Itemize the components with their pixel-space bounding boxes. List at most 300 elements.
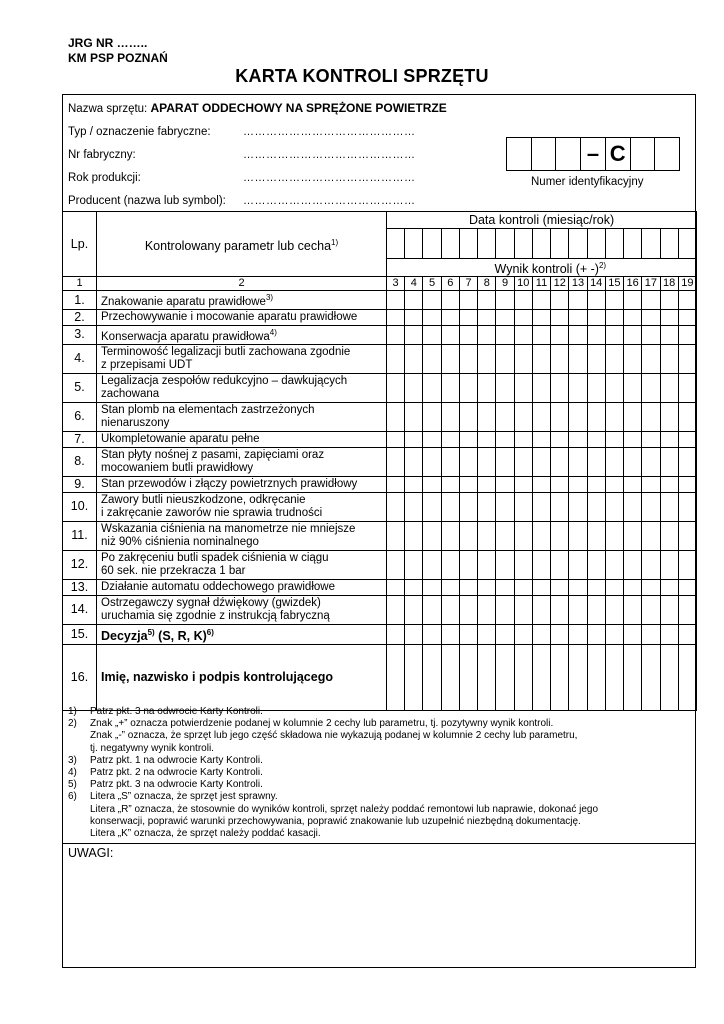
result-cell[interactable] bbox=[532, 550, 550, 579]
result-cell[interactable] bbox=[678, 325, 696, 344]
decision-cell[interactable] bbox=[459, 624, 477, 644]
result-cell[interactable] bbox=[678, 595, 696, 624]
result-cell[interactable] bbox=[496, 291, 514, 310]
result-cell[interactable] bbox=[587, 373, 605, 402]
result-cell[interactable] bbox=[605, 373, 623, 402]
result-cell[interactable] bbox=[387, 492, 405, 521]
result-cell[interactable] bbox=[478, 344, 496, 373]
result-cell[interactable] bbox=[660, 291, 678, 310]
result-cell[interactable] bbox=[642, 521, 660, 550]
result-cell[interactable] bbox=[387, 325, 405, 344]
result-cell[interactable] bbox=[678, 476, 696, 492]
result-cell[interactable] bbox=[551, 521, 569, 550]
result-cell[interactable] bbox=[660, 579, 678, 595]
result-cell[interactable] bbox=[478, 550, 496, 579]
decision-cell[interactable] bbox=[624, 624, 642, 644]
signature-cell[interactable] bbox=[478, 644, 496, 710]
result-cell[interactable] bbox=[624, 595, 642, 624]
signature-cell[interactable] bbox=[405, 644, 423, 710]
result-cell[interactable] bbox=[423, 373, 441, 402]
result-cell[interactable] bbox=[441, 447, 459, 476]
result-cell[interactable] bbox=[660, 550, 678, 579]
result-cell[interactable] bbox=[496, 402, 514, 431]
result-cell[interactable] bbox=[496, 492, 514, 521]
result-cell[interactable] bbox=[642, 344, 660, 373]
result-cell[interactable] bbox=[551, 325, 569, 344]
result-cell[interactable] bbox=[587, 476, 605, 492]
result-cell[interactable] bbox=[678, 447, 696, 476]
result-cell[interactable] bbox=[405, 344, 423, 373]
date-cell[interactable] bbox=[532, 229, 550, 259]
result-cell[interactable] bbox=[459, 309, 477, 325]
date-cell[interactable] bbox=[642, 229, 660, 259]
result-cell[interactable] bbox=[551, 595, 569, 624]
result-cell[interactable] bbox=[569, 402, 587, 431]
result-cell[interactable] bbox=[496, 579, 514, 595]
result-cell[interactable] bbox=[514, 447, 532, 476]
result-cell[interactable] bbox=[496, 595, 514, 624]
decision-cell[interactable] bbox=[605, 624, 623, 644]
result-cell[interactable] bbox=[660, 344, 678, 373]
result-cell[interactable] bbox=[459, 402, 477, 431]
result-cell[interactable] bbox=[624, 550, 642, 579]
result-cell[interactable] bbox=[387, 595, 405, 624]
result-cell[interactable] bbox=[514, 521, 532, 550]
result-cell[interactable] bbox=[423, 447, 441, 476]
result-cell[interactable] bbox=[478, 521, 496, 550]
id-digit-cell[interactable] bbox=[655, 138, 679, 170]
result-cell[interactable] bbox=[642, 325, 660, 344]
result-cell[interactable] bbox=[441, 309, 459, 325]
result-cell[interactable] bbox=[441, 431, 459, 447]
result-cell[interactable] bbox=[532, 325, 550, 344]
result-cell[interactable] bbox=[387, 447, 405, 476]
result-cell[interactable] bbox=[514, 344, 532, 373]
result-cell[interactable] bbox=[459, 447, 477, 476]
decision-cell[interactable] bbox=[496, 624, 514, 644]
result-cell[interactable] bbox=[478, 492, 496, 521]
result-cell[interactable] bbox=[459, 595, 477, 624]
result-cell[interactable] bbox=[624, 373, 642, 402]
result-cell[interactable] bbox=[405, 595, 423, 624]
result-cell[interactable] bbox=[405, 309, 423, 325]
result-cell[interactable] bbox=[660, 521, 678, 550]
result-cell[interactable] bbox=[587, 402, 605, 431]
result-cell[interactable] bbox=[532, 373, 550, 402]
result-cell[interactable] bbox=[678, 521, 696, 550]
result-cell[interactable] bbox=[459, 373, 477, 402]
result-cell[interactable] bbox=[405, 447, 423, 476]
result-cell[interactable] bbox=[569, 431, 587, 447]
result-cell[interactable] bbox=[660, 492, 678, 521]
result-cell[interactable] bbox=[642, 476, 660, 492]
result-cell[interactable] bbox=[605, 344, 623, 373]
result-cell[interactable] bbox=[624, 344, 642, 373]
id-digit-cell[interactable]: C bbox=[606, 138, 631, 170]
year-input[interactable]: ……………………………………… bbox=[243, 172, 416, 184]
result-cell[interactable] bbox=[569, 373, 587, 402]
result-cell[interactable] bbox=[405, 579, 423, 595]
result-cell[interactable] bbox=[624, 402, 642, 431]
decision-cell[interactable] bbox=[441, 624, 459, 644]
signature-cell[interactable] bbox=[551, 644, 569, 710]
result-cell[interactable] bbox=[514, 373, 532, 402]
date-cell[interactable] bbox=[405, 229, 423, 259]
result-cell[interactable] bbox=[587, 447, 605, 476]
result-cell[interactable] bbox=[405, 325, 423, 344]
result-cell[interactable] bbox=[605, 325, 623, 344]
result-cell[interactable] bbox=[423, 521, 441, 550]
result-cell[interactable] bbox=[441, 373, 459, 402]
result-cell[interactable] bbox=[605, 402, 623, 431]
result-cell[interactable] bbox=[624, 325, 642, 344]
result-cell[interactable] bbox=[532, 447, 550, 476]
date-cell[interactable] bbox=[496, 229, 514, 259]
signature-cell[interactable] bbox=[642, 644, 660, 710]
signature-cell[interactable] bbox=[624, 644, 642, 710]
result-cell[interactable] bbox=[496, 325, 514, 344]
result-cell[interactable] bbox=[532, 291, 550, 310]
result-cell[interactable] bbox=[642, 309, 660, 325]
result-cell[interactable] bbox=[459, 431, 477, 447]
result-cell[interactable] bbox=[551, 344, 569, 373]
result-cell[interactable] bbox=[551, 309, 569, 325]
date-cell[interactable] bbox=[423, 229, 441, 259]
result-cell[interactable] bbox=[441, 579, 459, 595]
result-cell[interactable] bbox=[569, 521, 587, 550]
date-cell[interactable] bbox=[587, 229, 605, 259]
date-cell[interactable] bbox=[551, 229, 569, 259]
result-cell[interactable] bbox=[678, 309, 696, 325]
result-cell[interactable] bbox=[387, 373, 405, 402]
result-cell[interactable] bbox=[496, 447, 514, 476]
result-cell[interactable] bbox=[624, 492, 642, 521]
signature-cell[interactable] bbox=[514, 644, 532, 710]
result-cell[interactable] bbox=[459, 579, 477, 595]
result-cell[interactable] bbox=[642, 402, 660, 431]
date-cell[interactable] bbox=[441, 229, 459, 259]
result-cell[interactable] bbox=[387, 344, 405, 373]
result-cell[interactable] bbox=[587, 550, 605, 579]
result-cell[interactable] bbox=[569, 291, 587, 310]
result-cell[interactable] bbox=[478, 291, 496, 310]
result-cell[interactable] bbox=[459, 521, 477, 550]
result-cell[interactable] bbox=[514, 579, 532, 595]
result-cell[interactable] bbox=[514, 492, 532, 521]
result-cell[interactable] bbox=[532, 521, 550, 550]
result-cell[interactable] bbox=[569, 492, 587, 521]
result-cell[interactable] bbox=[660, 447, 678, 476]
result-cell[interactable] bbox=[642, 373, 660, 402]
result-cell[interactable] bbox=[514, 476, 532, 492]
result-cell[interactable] bbox=[678, 579, 696, 595]
result-cell[interactable] bbox=[478, 402, 496, 431]
result-cell[interactable] bbox=[459, 291, 477, 310]
decision-cell[interactable] bbox=[532, 624, 550, 644]
result-cell[interactable] bbox=[478, 595, 496, 624]
date-cell[interactable] bbox=[624, 229, 642, 259]
result-cell[interactable] bbox=[496, 521, 514, 550]
result-cell[interactable] bbox=[551, 579, 569, 595]
result-cell[interactable] bbox=[514, 550, 532, 579]
result-cell[interactable] bbox=[678, 344, 696, 373]
result-cell[interactable] bbox=[624, 309, 642, 325]
result-cell[interactable] bbox=[587, 521, 605, 550]
result-cell[interactable] bbox=[478, 309, 496, 325]
producer-input[interactable]: ……………………………………… bbox=[243, 195, 416, 207]
result-cell[interactable] bbox=[459, 550, 477, 579]
result-cell[interactable] bbox=[587, 579, 605, 595]
result-cell[interactable] bbox=[532, 579, 550, 595]
result-cell[interactable] bbox=[642, 595, 660, 624]
signature-cell[interactable] bbox=[423, 644, 441, 710]
result-cell[interactable] bbox=[423, 402, 441, 431]
result-cell[interactable] bbox=[605, 447, 623, 476]
result-cell[interactable] bbox=[605, 521, 623, 550]
result-cell[interactable] bbox=[605, 309, 623, 325]
decision-cell[interactable] bbox=[551, 624, 569, 644]
result-cell[interactable] bbox=[532, 402, 550, 431]
result-cell[interactable] bbox=[405, 492, 423, 521]
result-cell[interactable] bbox=[642, 447, 660, 476]
result-cell[interactable] bbox=[478, 373, 496, 402]
id-number-boxes[interactable] bbox=[506, 137, 680, 171]
result-cell[interactable] bbox=[423, 476, 441, 492]
result-cell[interactable] bbox=[478, 431, 496, 447]
result-cell[interactable] bbox=[678, 373, 696, 402]
result-cell[interactable] bbox=[605, 431, 623, 447]
result-cell[interactable] bbox=[387, 579, 405, 595]
decision-cell[interactable] bbox=[587, 624, 605, 644]
result-cell[interactable] bbox=[551, 492, 569, 521]
result-cell[interactable] bbox=[660, 325, 678, 344]
result-cell[interactable] bbox=[387, 550, 405, 579]
result-cell[interactable] bbox=[423, 492, 441, 521]
result-cell[interactable] bbox=[405, 476, 423, 492]
result-cell[interactable] bbox=[496, 373, 514, 402]
signature-cell[interactable] bbox=[387, 644, 405, 710]
result-cell[interactable] bbox=[441, 595, 459, 624]
result-cell[interactable] bbox=[478, 476, 496, 492]
result-cell[interactable] bbox=[514, 325, 532, 344]
result-cell[interactable] bbox=[624, 521, 642, 550]
result-cell[interactable] bbox=[514, 402, 532, 431]
result-cell[interactable] bbox=[642, 291, 660, 310]
id-digit-cell[interactable] bbox=[532, 138, 557, 170]
date-cell[interactable] bbox=[678, 229, 696, 259]
result-cell[interactable] bbox=[496, 550, 514, 579]
result-cell[interactable] bbox=[532, 431, 550, 447]
result-cell[interactable] bbox=[569, 476, 587, 492]
result-cell[interactable] bbox=[660, 476, 678, 492]
result-cell[interactable] bbox=[551, 431, 569, 447]
result-cell[interactable] bbox=[496, 476, 514, 492]
decision-cell[interactable] bbox=[678, 624, 696, 644]
result-cell[interactable] bbox=[569, 325, 587, 344]
result-cell[interactable] bbox=[660, 595, 678, 624]
result-cell[interactable] bbox=[551, 550, 569, 579]
result-cell[interactable] bbox=[387, 521, 405, 550]
result-cell[interactable] bbox=[587, 492, 605, 521]
result-cell[interactable] bbox=[569, 344, 587, 373]
id-digit-cell[interactable] bbox=[556, 138, 581, 170]
result-cell[interactable] bbox=[551, 402, 569, 431]
decision-cell[interactable] bbox=[405, 624, 423, 644]
date-cell[interactable] bbox=[569, 229, 587, 259]
result-cell[interactable] bbox=[569, 595, 587, 624]
result-cell[interactable] bbox=[423, 579, 441, 595]
decision-cell[interactable] bbox=[642, 624, 660, 644]
result-cell[interactable] bbox=[678, 291, 696, 310]
result-cell[interactable] bbox=[624, 579, 642, 595]
id-digit-cell[interactable] bbox=[631, 138, 656, 170]
date-cell[interactable] bbox=[387, 229, 405, 259]
result-cell[interactable] bbox=[514, 309, 532, 325]
result-cell[interactable] bbox=[678, 402, 696, 431]
result-cell[interactable] bbox=[678, 431, 696, 447]
result-cell[interactable] bbox=[569, 579, 587, 595]
decision-cell[interactable] bbox=[423, 624, 441, 644]
result-cell[interactable] bbox=[624, 476, 642, 492]
result-cell[interactable] bbox=[405, 550, 423, 579]
result-cell[interactable] bbox=[587, 309, 605, 325]
decision-cell[interactable] bbox=[514, 624, 532, 644]
result-cell[interactable] bbox=[642, 492, 660, 521]
result-cell[interactable] bbox=[514, 431, 532, 447]
result-cell[interactable] bbox=[678, 492, 696, 521]
result-cell[interactable] bbox=[423, 309, 441, 325]
result-cell[interactable] bbox=[423, 431, 441, 447]
result-cell[interactable] bbox=[532, 344, 550, 373]
serial-input[interactable]: ……………………………………… bbox=[243, 149, 416, 161]
signature-cell[interactable] bbox=[678, 644, 696, 710]
result-cell[interactable] bbox=[605, 476, 623, 492]
result-cell[interactable] bbox=[551, 447, 569, 476]
result-cell[interactable] bbox=[587, 344, 605, 373]
id-digit-cell[interactable]: – bbox=[581, 138, 606, 170]
date-cell[interactable] bbox=[478, 229, 496, 259]
type-input[interactable]: ……………………………………… bbox=[243, 126, 416, 138]
result-cell[interactable] bbox=[551, 291, 569, 310]
result-cell[interactable] bbox=[405, 373, 423, 402]
result-cell[interactable] bbox=[605, 579, 623, 595]
result-cell[interactable] bbox=[405, 291, 423, 310]
result-cell[interactable] bbox=[387, 476, 405, 492]
date-cell[interactable] bbox=[605, 229, 623, 259]
result-cell[interactable] bbox=[587, 431, 605, 447]
signature-cell[interactable] bbox=[496, 644, 514, 710]
result-cell[interactable] bbox=[496, 309, 514, 325]
result-cell[interactable] bbox=[642, 550, 660, 579]
result-cell[interactable] bbox=[624, 431, 642, 447]
result-cell[interactable] bbox=[459, 325, 477, 344]
result-cell[interactable] bbox=[514, 291, 532, 310]
decision-cell[interactable] bbox=[660, 624, 678, 644]
result-cell[interactable] bbox=[532, 492, 550, 521]
result-cell[interactable] bbox=[405, 431, 423, 447]
result-cell[interactable] bbox=[387, 291, 405, 310]
result-cell[interactable] bbox=[660, 431, 678, 447]
result-cell[interactable] bbox=[532, 476, 550, 492]
result-cell[interactable] bbox=[405, 521, 423, 550]
result-cell[interactable] bbox=[605, 291, 623, 310]
result-cell[interactable] bbox=[478, 325, 496, 344]
result-cell[interactable] bbox=[459, 492, 477, 521]
result-cell[interactable] bbox=[441, 550, 459, 579]
signature-cell[interactable] bbox=[459, 644, 477, 710]
result-cell[interactable] bbox=[441, 476, 459, 492]
result-cell[interactable] bbox=[478, 579, 496, 595]
result-cell[interactable] bbox=[496, 431, 514, 447]
decision-cell[interactable] bbox=[569, 624, 587, 644]
result-cell[interactable] bbox=[441, 402, 459, 431]
decision-cell[interactable] bbox=[387, 624, 405, 644]
result-cell[interactable] bbox=[478, 447, 496, 476]
result-cell[interactable] bbox=[405, 402, 423, 431]
result-cell[interactable] bbox=[624, 447, 642, 476]
result-cell[interactable] bbox=[587, 325, 605, 344]
result-cell[interactable] bbox=[642, 431, 660, 447]
result-cell[interactable] bbox=[459, 344, 477, 373]
result-cell[interactable] bbox=[423, 595, 441, 624]
result-cell[interactable] bbox=[605, 550, 623, 579]
date-cell[interactable] bbox=[514, 229, 532, 259]
result-cell[interactable] bbox=[459, 476, 477, 492]
result-cell[interactable] bbox=[660, 402, 678, 431]
result-cell[interactable] bbox=[551, 373, 569, 402]
result-cell[interactable] bbox=[678, 550, 696, 579]
signature-cell[interactable] bbox=[587, 644, 605, 710]
result-cell[interactable] bbox=[605, 595, 623, 624]
result-cell[interactable] bbox=[605, 492, 623, 521]
result-cell[interactable] bbox=[423, 325, 441, 344]
signature-cell[interactable] bbox=[532, 644, 550, 710]
result-cell[interactable] bbox=[387, 309, 405, 325]
result-cell[interactable] bbox=[660, 373, 678, 402]
signature-cell[interactable] bbox=[441, 644, 459, 710]
result-cell[interactable] bbox=[587, 291, 605, 310]
result-cell[interactable] bbox=[660, 309, 678, 325]
result-cell[interactable] bbox=[496, 344, 514, 373]
result-cell[interactable] bbox=[387, 431, 405, 447]
date-cell[interactable] bbox=[459, 229, 477, 259]
result-cell[interactable] bbox=[569, 447, 587, 476]
result-cell[interactable] bbox=[441, 291, 459, 310]
result-cell[interactable] bbox=[423, 344, 441, 373]
result-cell[interactable] bbox=[387, 402, 405, 431]
result-cell[interactable] bbox=[569, 550, 587, 579]
result-cell[interactable] bbox=[441, 344, 459, 373]
result-cell[interactable] bbox=[514, 595, 532, 624]
result-cell[interactable] bbox=[551, 476, 569, 492]
result-cell[interactable] bbox=[624, 291, 642, 310]
result-cell[interactable] bbox=[532, 595, 550, 624]
result-cell[interactable] bbox=[423, 291, 441, 310]
result-cell[interactable] bbox=[532, 309, 550, 325]
date-cell[interactable] bbox=[660, 229, 678, 259]
signature-cell[interactable] bbox=[605, 644, 623, 710]
id-digit-cell[interactable] bbox=[507, 138, 532, 170]
signature-cell[interactable] bbox=[660, 644, 678, 710]
result-cell[interactable] bbox=[587, 595, 605, 624]
result-cell[interactable] bbox=[642, 579, 660, 595]
result-cell[interactable] bbox=[441, 325, 459, 344]
result-cell[interactable] bbox=[441, 521, 459, 550]
signature-cell[interactable] bbox=[569, 644, 587, 710]
result-cell[interactable] bbox=[441, 492, 459, 521]
decision-cell[interactable] bbox=[478, 624, 496, 644]
result-cell[interactable] bbox=[569, 309, 587, 325]
